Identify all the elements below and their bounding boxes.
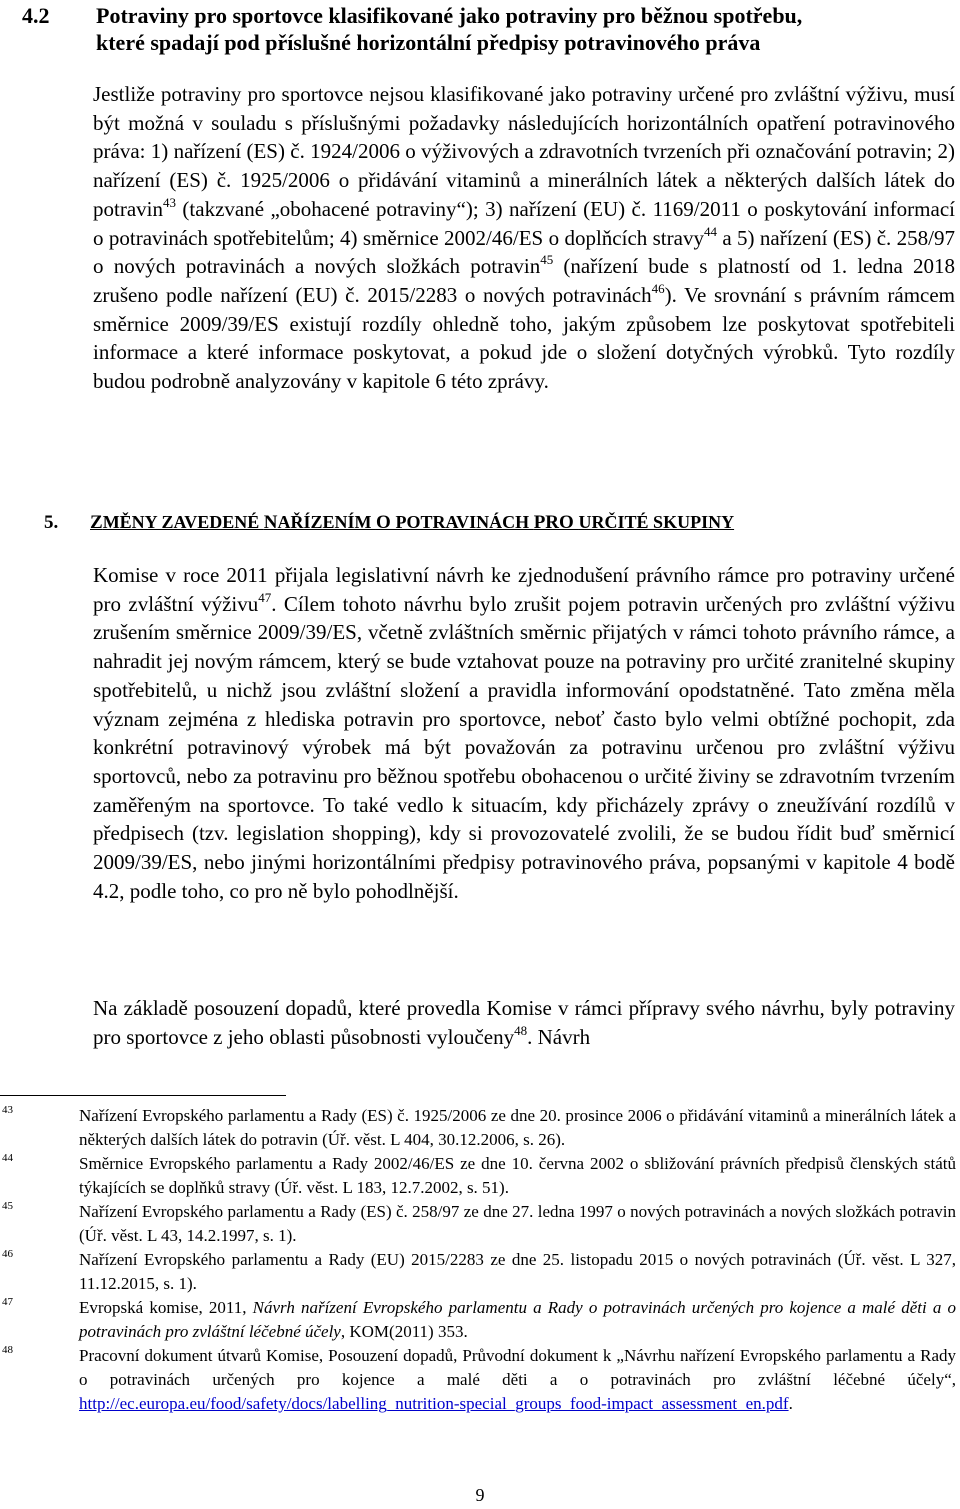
paragraph-text: Komise v roce 2011 přijala legislativní návrh ke zjednodušení právního rámce pro potraviny určené pro zvláštní výživu xyxy=(93,563,955,616)
paragraph-impact-assessment xyxy=(93,994,955,1051)
section-5-heading xyxy=(44,510,944,535)
footnote-43 xyxy=(0,1104,958,1152)
footnote-text: Nařízení Evropského parlamentu a Rady (EU) 2015/2283 ze dne 25. listopadu 2015 o nových potravinách (Úř. věst. L 327, 11.12.2015, s. 1). xyxy=(79,1250,956,1293)
paragraph-text: (takzvané „obohacené potraviny“); 3) nařízení (EU) č. 1169/2011 o poskytování informací o potravinách spotřebitelům; 4) směrnice 2002/46/ES o doplňcích stravy xyxy=(93,196,955,250)
footnote-ref-44[interactable]: 44 xyxy=(703,223,717,239)
footnote-number: 43 xyxy=(2,1104,13,1116)
section-5-title: ZMĚNY ZAVEDENÉ NAŘÍZENÍM O POTRAVINÁCH PRO URČITÉ SKUPINY xyxy=(90,512,735,533)
footnote-text: Nařízení Evropského parlamentu a Rady (ES) č. 1925/2006 ze dne 20. prosince 2006 o přidávání vitaminů a minerálních látek a některých dalších látek do potravin (Úř. věst. L 404, 30.12.2006, s. 26). xyxy=(79,1106,956,1149)
footnote-text: Směrnice Evropského parlamentu a Rady 2002/46/ES ze dne 10. června 2002 o sbližování právních předpisů členských států týkajících se doplňků stravy (Úř. věst. L 183, 12.7.2002, s. 51). xyxy=(79,1154,956,1197)
paragraph-text: . Cílem tohoto návrhu bylo zrušit pojem potravin určených pro zvláštní výživu zrušením směrnice 2009/39/ES, včetně zvláštních směrnic přijatých v rámci tohoto právního rámce, a nahradit jej novým rámcem, který se bude vztahovat pouze na potraviny pro určité zranitelné skupiny spotřebitelů, u nichž jsou zvláštní složení a pravidla informování opodstatněné. Tato změna měla význam zejména z hlediska potravin pro sportovce, neboť často bylo velmi obtížné pochopit, zda konkrétní potravinový výrobek má být považován za potravinu určenou pro zvláštní výživu sportovců, nebo za potravinu pro běžnou spotřebu obohacenou o určité živiny se zdravotním tvrzením zaměřeným na sportovce. To také vedlo k situacím, kdy přicházely zprávy o zneužívání rozdílů v předpisech (tzv. legislation shopping), kdy si provozovatelé zvolili, že se budou řídit buď směrnicí 2009/39/ES, nebo jinými horizontálními předpisy potravinového práva, popsanými v kapitole 4 bodě 4.2, podle toho, co pro ně bylo pohodlnější. xyxy=(93,591,955,903)
section-5-number: 5. xyxy=(44,512,59,533)
heading-line-2: které spadají pod příslušné horizontální předpisy potravinového práva xyxy=(96,30,761,55)
paragraph-horizontal-rules xyxy=(93,80,955,396)
footnote-text: Pracovní dokument útvarů Komise, Posouzení dopadů, Průvodní dokument k „Návrhu nařízení Evropského parlamentu a Rady o potravinách určených pro kojence a malé děti a o potravinách pro zvláštní léčebné účely“, http://ec.europa.eu/food/safety/docs/labelling_nutrition-special_groups_food-impact_assessment_en.pdf. xyxy=(79,1346,956,1413)
footnote-44 xyxy=(0,1152,958,1200)
paragraph-text: ). Ve srovnání s právním rámcem směrnice 2009/39/ES existují rozdíly ohledně toho, jakým způsobem lze poskytovat spotřebiteli informace a které informace poskytovat, a pokud jde o složení dotyčných výrobků. Tyto rozdíly budou podrobně analyzovány v kapitole 6 této zprávy. xyxy=(93,282,955,394)
footnote-47 xyxy=(0,1296,958,1344)
section-heading xyxy=(22,2,952,56)
section-number: 4.2 xyxy=(22,3,50,28)
footnote-ref-47[interactable]: 47 xyxy=(258,589,272,605)
footnote-ref-43[interactable]: 43 xyxy=(162,194,176,210)
proposal-title: Návrh nařízení Evropského parlamentu a Rady o potravinách určených pro kojence a malé děti a o potravinách pro zvláštní léčebné účely xyxy=(79,1298,957,1341)
paragraph-text: a 5) nařízení (ES) č. 258/97 o nových potravinách a nových složkách potravin xyxy=(93,225,955,279)
footnote-48 xyxy=(0,1344,958,1416)
footnote-ref-46[interactable]: 46 xyxy=(651,280,665,296)
page-number: 9 xyxy=(475,1485,485,1505)
footnote-number: 44 xyxy=(2,1152,13,1164)
footnote-ref-45[interactable]: 45 xyxy=(540,252,554,268)
footnote-number: 47 xyxy=(2,1296,13,1308)
footnote-ref-48[interactable]: 48 xyxy=(514,1022,528,1038)
footnote-46 xyxy=(0,1248,958,1296)
paragraph-text: . Návrh xyxy=(527,1024,591,1049)
impact-assessment-link[interactable]: http://ec.europa.eu/food/safety/docs/labelling_nutrition-special_groups_food-impact_assessment_en.pdf xyxy=(79,1394,789,1413)
paragraph-text: Jestliže potraviny pro sportovce nejsou klasifikované jako potraviny určené pro zvláštní výživu, musí být možná v souladu s příslušnými požadavky následujících horizontálních opatření potravinového práva: 1) nařízení (ES) č. 1924/2006 o výživových a zdravotních tvrzeních při označování potravin; 2) nařízení (ES) č. 1925/2006 o přidávání vitaminů a minerálních látek a některých dalších látek do potravin xyxy=(93,82,955,221)
footnote-45 xyxy=(0,1200,958,1248)
paragraph-text: Na základě posouzení dopadů, které provedla Komise v rámci přípravy svého návrhu, byly potraviny pro sportovce z jeho oblasti působnosti vyloučeny xyxy=(93,996,955,1049)
footnote-number: 46 xyxy=(2,1248,13,1260)
footnote-number: 45 xyxy=(2,1200,13,1212)
heading-line-1: Potraviny pro sportovce klasifikované jako potraviny pro běžnou spotřebu, xyxy=(96,3,803,28)
paragraph-commission-proposal xyxy=(93,561,955,905)
footnote-text: Evropská komise, 2011, Návrh nařízení Evropského parlamentu a Rady o potravinách určených pro kojence a malé děti a o potravinách pro zvláštní léčebné účely, KOM(2011) 353. xyxy=(79,1298,957,1341)
footnote-number: 48 xyxy=(2,1344,13,1356)
paragraph-text: (nařízení bude s platností od 1. ledna 2018 zrušeno podle nařízení (EU) č. 2015/2283 o nových potravinách xyxy=(93,254,955,307)
footnote-text: Nařízení Evropského parlamentu a Rady (ES) č. 258/97 ze dne 27. ledna 1997 o nových potravinách a nových složkách potravin (Úř. věst. L 43, 14.2.1997, s. 1). xyxy=(79,1202,956,1245)
footnote-separator xyxy=(0,1095,286,1096)
